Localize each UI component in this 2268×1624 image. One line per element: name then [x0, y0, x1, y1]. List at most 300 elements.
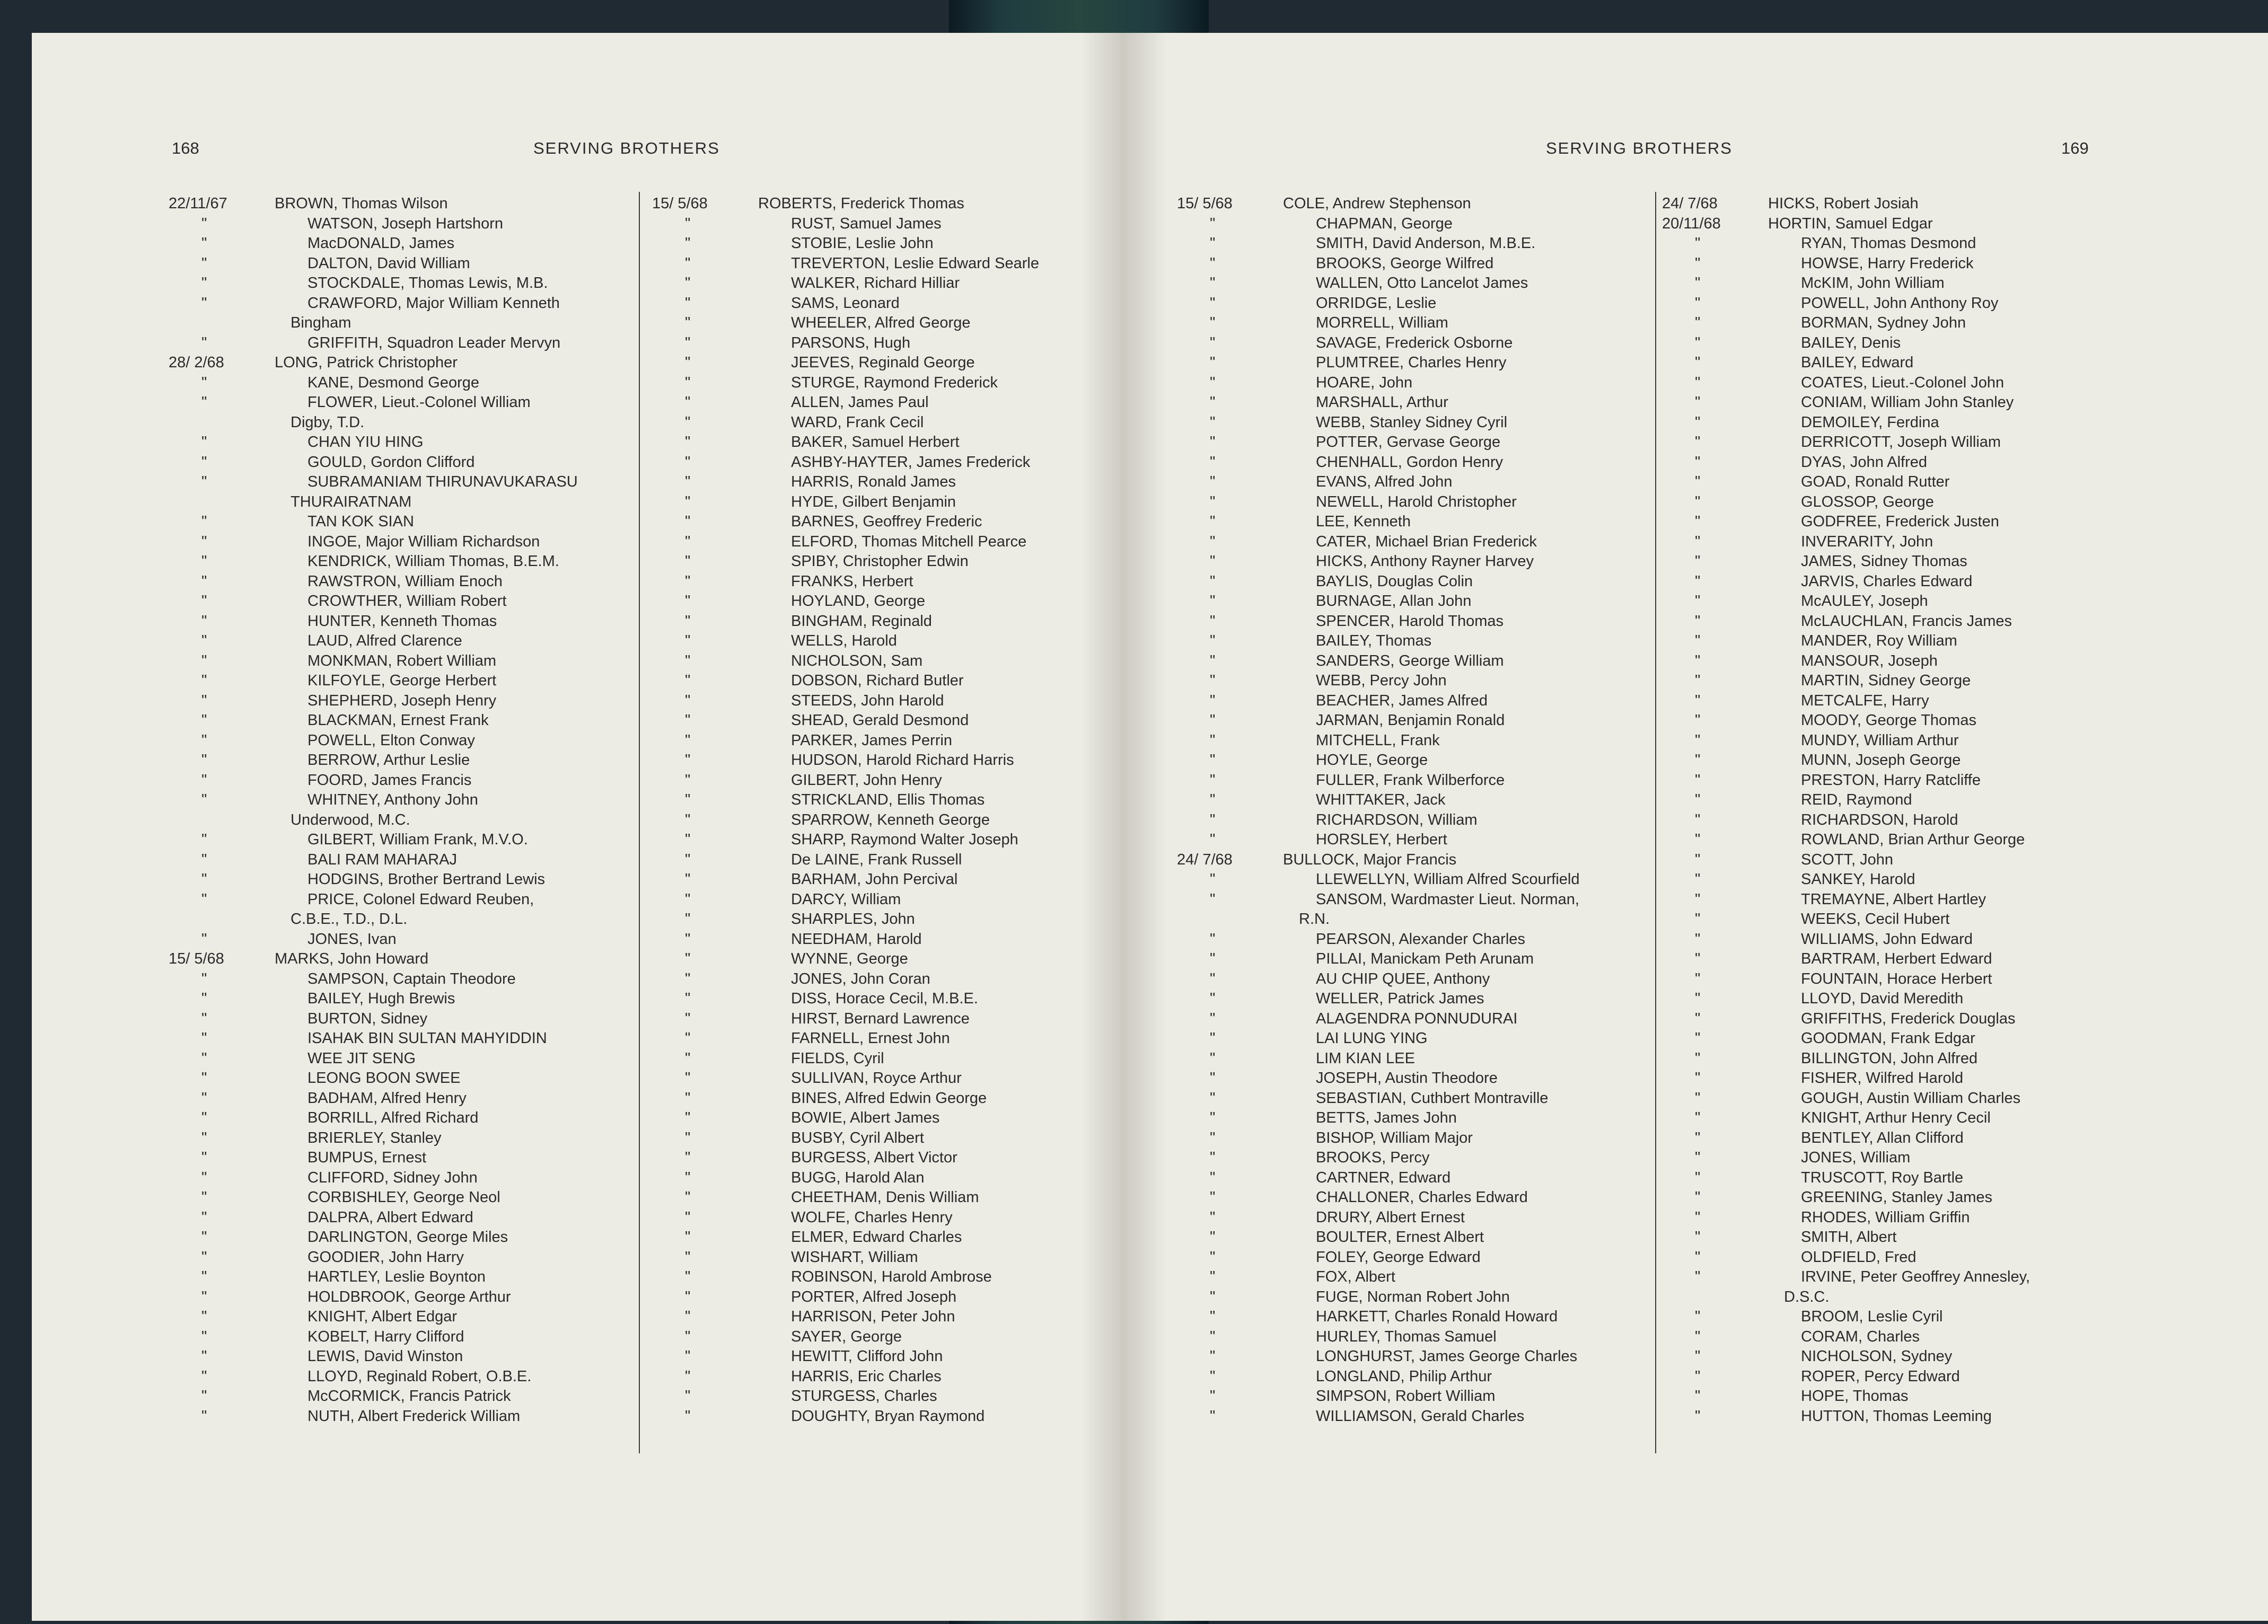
entry-name: BROOKS, Percy: [1316, 1149, 1430, 1166]
list-item: [169, 453, 578, 473]
entry-date: ": [1210, 1169, 1216, 1186]
list-item: [1662, 433, 2030, 453]
list-item: [1662, 214, 2030, 234]
entry-name: CORBISHLEY, George Neol: [307, 1189, 500, 1206]
entry-name: BULLOCK, Major Francis: [1283, 851, 1457, 868]
entry-name: CATER, Michael Brian Frederick: [1316, 533, 1537, 550]
entry-name: HICKS, Robert Josiah: [1768, 195, 1919, 212]
list-item: [1662, 1347, 2030, 1367]
list-item: [652, 1029, 1039, 1049]
list-item: [1662, 453, 2030, 473]
list-item: [1177, 532, 1579, 552]
list-item: [1177, 671, 1579, 691]
entry-date: ": [1695, 871, 1701, 888]
entry-name: RHODES, William Griffin: [1801, 1208, 1970, 1226]
entry-name: FIELDS, Cyril: [791, 1049, 884, 1067]
list-item: [1177, 949, 1579, 969]
entry-name: LLEWELLYN, William Alfred Scourfield: [1316, 871, 1580, 888]
entry-name: BARTRAM, Herbert Edward: [1801, 950, 1992, 967]
entry-name: HARRIS, Ronald James: [791, 473, 956, 490]
list-item: [1177, 373, 1579, 393]
entry-name: HOARE, John: [1316, 374, 1413, 391]
entry-date: ": [685, 334, 691, 351]
entry-date: ": [1210, 652, 1216, 669]
entry-name: HUDSON, Harold Richard Harris: [791, 752, 1014, 769]
entry-date: ": [1695, 1367, 1701, 1385]
entry-date: ": [1695, 254, 1701, 272]
entry-date: ": [1695, 632, 1701, 649]
list-item: [1177, 1327, 1579, 1347]
entry-name: JARMAN, Benjamin Ronald: [1316, 712, 1505, 729]
entry-date: ": [1210, 533, 1216, 550]
list-item: [1662, 552, 2030, 572]
list-item: [169, 1069, 578, 1089]
entry-date: ": [1210, 1070, 1216, 1087]
entry-date: [1177, 910, 1283, 930]
list-item: [1662, 910, 2030, 930]
entry-date: ": [685, 254, 691, 272]
entry-name: PARKER, James Perrin: [791, 731, 953, 749]
entry-date: ": [1695, 771, 1701, 789]
entry-date: ": [201, 374, 207, 391]
list-item: [652, 1208, 1039, 1228]
list-item: [652, 313, 1039, 333]
list-item: [169, 790, 578, 810]
entry-name: R.N.: [1299, 911, 1330, 928]
entry-name: NICHOLSON, Sydney: [1801, 1348, 1953, 1365]
entry-name: BOWIE, Albert James: [791, 1109, 940, 1126]
entry-date: 15/ 5/68: [1177, 195, 1233, 212]
entry-name: BRIERLEY, Stanley: [307, 1129, 442, 1146]
list-item: [1177, 612, 1579, 632]
list-item: [169, 472, 578, 492]
list-item: [169, 194, 578, 214]
list-item: [169, 254, 578, 274]
entry-date: ": [1210, 1308, 1216, 1325]
entry-name: MANSOUR, Joseph: [1801, 652, 1938, 669]
list-item: [1662, 592, 2030, 612]
entry-name: WARD, Frank Cecil: [791, 413, 924, 431]
entry-date: ": [1210, 1229, 1216, 1246]
entry-name: Bingham: [291, 314, 351, 331]
list-item: [652, 1188, 1039, 1208]
entry-name: HIRST, Bernard Lawrence: [791, 1010, 970, 1027]
entry-name: BAILEY, Thomas: [1316, 632, 1432, 649]
entry-date: ": [685, 275, 691, 292]
entry-date: ": [1695, 970, 1701, 987]
entry-name: HARKETT, Charles Ronald Howard: [1316, 1308, 1558, 1325]
entry-name: CLIFFORD, Sidney John: [307, 1169, 478, 1186]
entry-name: WILLIAMSON, Gerald Charles: [1316, 1407, 1525, 1425]
list-item: [1662, 890, 2030, 910]
list-item: [169, 512, 578, 532]
list-item: [1177, 313, 1579, 333]
entry-name: JAMES, Sidney Thomas: [1801, 553, 1967, 570]
entry-date: ": [1695, 354, 1701, 371]
entry-date: ": [201, 1010, 207, 1027]
list-item: [1177, 1367, 1579, 1387]
entry-name: CORAM, Charles: [1801, 1328, 1920, 1345]
entry-name: MANDER, Roy William: [1801, 632, 1957, 649]
entry-date: ": [1210, 1149, 1216, 1166]
entry-date: ": [685, 473, 691, 490]
entry-date: ": [1210, 235, 1216, 252]
list-item: [1662, 850, 2030, 870]
entry-date: ": [1210, 871, 1216, 888]
entry-name: METCALFE, Harry: [1801, 692, 1929, 709]
entry-date: ": [685, 1229, 691, 1246]
entry-date: ": [685, 752, 691, 769]
entry-date: ": [1695, 493, 1701, 510]
entry-name: HOWSE, Harry Frederick: [1801, 254, 1974, 272]
entry-name: FOORD, James Francis: [307, 771, 472, 789]
entry-date: ": [1210, 1288, 1216, 1305]
entry-name: FULLER, Frank Wilberforce: [1316, 771, 1505, 789]
list-item: [169, 930, 578, 950]
entry-date: ": [1210, 1109, 1216, 1126]
list-item: [169, 691, 578, 711]
entry-date: ": [1210, 950, 1216, 967]
list-item: [652, 492, 1039, 513]
list-item: [1177, 294, 1579, 314]
list-item: [1662, 234, 2030, 254]
list-item: [1177, 572, 1579, 592]
entry-name: De LAINE, Frank Russell: [791, 851, 962, 868]
list-item: [169, 1168, 578, 1188]
entry-date: ": [201, 672, 207, 689]
entry-name: HARRISON, Peter John: [791, 1308, 955, 1325]
entry-date: ": [685, 215, 691, 232]
entry-date: ": [685, 374, 691, 391]
entry-name: ISAHAK BIN SULTAN MAHYIDDIN: [307, 1030, 547, 1047]
entry-date: ": [1210, 1348, 1216, 1365]
entry-name: DEMOILEY, Ferdina: [1801, 413, 1939, 431]
entry-date: [169, 492, 275, 513]
entry-date: ": [685, 1248, 691, 1266]
entry-name: SUBRAMANIAM THIRUNAVUKARASU: [307, 473, 578, 490]
list-item: [1177, 651, 1579, 672]
entry-date: ": [201, 235, 207, 252]
entry-date: ": [201, 612, 207, 630]
entry-date: ": [1210, 1367, 1216, 1385]
list-item: [652, 1367, 1039, 1387]
entry-name: FOLEY, George Edward: [1316, 1248, 1481, 1266]
list-item: [1662, 1188, 2030, 1208]
list-item: [169, 949, 578, 969]
entry-date: ": [1210, 1089, 1216, 1107]
entry-name: PARSONS, Hugh: [791, 334, 911, 351]
list-item: [169, 1407, 578, 1427]
list-item: [652, 651, 1039, 672]
list-item: [169, 313, 578, 333]
entry-date: ": [685, 1049, 691, 1067]
entry-date: ": [1695, 235, 1701, 252]
list-item: [169, 771, 578, 791]
entry-name: MITCHELL, Frank: [1316, 731, 1440, 749]
entry-date: ": [685, 572, 691, 590]
list-item: [652, 1327, 1039, 1347]
list-item: [1662, 572, 2030, 592]
entry-name: WEEKS, Cecil Hubert: [1801, 911, 1950, 928]
entry-date: ": [1695, 1010, 1701, 1027]
list-item: [1177, 1069, 1579, 1089]
entry-date: ": [685, 294, 691, 312]
entry-name: WELLS, Harold: [791, 632, 897, 649]
list-item: [1662, 751, 2030, 771]
entry-name: SAMS, Leonard: [791, 294, 900, 312]
entry-date: ": [1695, 314, 1701, 331]
entry-date: ": [201, 572, 207, 590]
list-item: [652, 1287, 1039, 1308]
list-item: [169, 1327, 578, 1347]
list-item: [1177, 472, 1579, 492]
list-item: [1177, 1307, 1579, 1327]
entry-date: ": [1210, 1189, 1216, 1206]
entry-name: SHARP, Raymond Walter Joseph: [791, 831, 1018, 848]
list-item: [1662, 1049, 2030, 1069]
entry-name: BERROW, Arthur Leslie: [307, 752, 470, 769]
entry-name: BINES, Alfred Edwin George: [791, 1089, 987, 1107]
entry-date: ": [1210, 572, 1216, 590]
entry-date: ": [1695, 1189, 1701, 1206]
list-item: [652, 194, 1039, 214]
entry-date: ": [685, 1367, 691, 1385]
list-item: [652, 472, 1039, 492]
list-item: [652, 870, 1039, 890]
entry-name: STRICKLAND, Ellis Thomas: [791, 791, 985, 808]
list-item: [1177, 1208, 1579, 1228]
list-item: [1177, 1228, 1579, 1248]
entry-name: ALLEN, James Paul: [791, 394, 929, 411]
list-item: [1177, 1168, 1579, 1188]
entry-date: ": [1695, 1348, 1701, 1365]
list-item: [1662, 631, 2030, 651]
entry-date: ": [1210, 434, 1216, 451]
entry-date: ": [1695, 413, 1701, 431]
entry-date: ": [1695, 572, 1701, 590]
list-item: [169, 711, 578, 731]
entry-date: ": [1210, 672, 1216, 689]
list-item: [652, 790, 1039, 810]
entry-name: HORTIN, Samuel Edgar: [1768, 215, 1933, 232]
entry-date: ": [1695, 394, 1701, 411]
entry-date: ": [685, 314, 691, 331]
entry-name: WHITTAKER, Jack: [1316, 791, 1446, 808]
entry-name: BURTON, Sidney: [307, 1010, 428, 1027]
entry-name: WILLIAMS, John Edward: [1801, 930, 1973, 948]
list-item: [169, 1367, 578, 1387]
entry-name: ELFORD, Thomas Mitchell Pearce: [791, 533, 1027, 550]
entry-name: HICKS, Anthony Rayner Harvey: [1316, 553, 1534, 570]
entry-date: ": [1210, 771, 1216, 789]
list-item: [1662, 671, 2030, 691]
entry-name: MOODY, George Thomas: [1801, 712, 1976, 729]
entry-date: ": [685, 672, 691, 689]
entry-name: DOBSON, Richard Butler: [791, 672, 964, 689]
entry-name: HURLEY, Thomas Samuel: [1316, 1328, 1497, 1345]
entry-date: ": [1695, 851, 1701, 868]
list-item: [652, 373, 1039, 393]
list-item: [1662, 930, 2030, 950]
list-item: [1662, 1287, 2030, 1308]
entry-name: BROWN, Thomas Wilson: [275, 195, 448, 212]
entry-date: [169, 810, 275, 831]
entry-name: FARNELL, Ernest John: [791, 1030, 950, 1047]
entry-date: ": [201, 294, 207, 312]
list-item: [652, 353, 1039, 373]
list-item: [1662, 1208, 2030, 1228]
entry-name: PORTER, Alfred Joseph: [791, 1288, 957, 1305]
entry-date: ": [201, 275, 207, 292]
entry-date: ": [1210, 731, 1216, 749]
entry-name: McKIM, John William: [1801, 275, 1945, 292]
entry-date: ": [1210, 692, 1216, 709]
entry-date: ": [201, 851, 207, 868]
entry-name: JARVIS, Charles Edward: [1801, 572, 1973, 590]
list-item: [1662, 949, 2030, 969]
list-item: [1177, 1009, 1579, 1029]
entry-date: ": [685, 692, 691, 709]
entry-name: NEWELL, Harold Christopher: [1316, 493, 1517, 510]
entry-name: STURGESS, Charles: [791, 1388, 937, 1405]
entry-name: HODGINS, Brother Bertrand Lewis: [307, 871, 546, 888]
entry-date: ": [201, 1268, 207, 1285]
list-item: [1177, 631, 1579, 651]
list-item: [169, 989, 578, 1009]
entry-name: JEEVES, Reginald George: [791, 354, 975, 371]
list-item: [169, 1248, 578, 1268]
entry-name: DRURY, Albert Ernest: [1316, 1208, 1465, 1226]
entry-name: KNIGHT, Arthur Henry Cecil: [1801, 1109, 1991, 1126]
list-item: [1177, 731, 1579, 751]
entry-name: BEACHER, James Alfred: [1316, 692, 1488, 709]
gutter-shadow: [1082, 33, 1124, 1621]
list-item: [652, 433, 1039, 453]
list-item: [1662, 612, 2030, 632]
list-item: [1177, 273, 1579, 294]
list-item: [652, 711, 1039, 731]
list-item: [1177, 353, 1579, 373]
list-item: [1662, 1248, 2030, 1268]
entry-date: ": [685, 911, 691, 928]
list-item: [1177, 552, 1579, 572]
entry-name: NICHOLSON, Sam: [791, 652, 923, 669]
list-item: [169, 333, 578, 354]
list-item: [652, 1248, 1039, 1268]
list-item: [1177, 1108, 1579, 1128]
list-item: [1177, 214, 1579, 234]
list-item: [1662, 512, 2030, 532]
list-item: [1177, 492, 1579, 513]
list-item: [1662, 273, 2030, 294]
entry-name: WALLEN, Otto Lancelot James: [1316, 275, 1528, 292]
entry-date: ": [1695, 334, 1701, 351]
entry-date: [1662, 1287, 1768, 1308]
entry-date: ": [201, 970, 207, 987]
entry-date: ": [685, 1348, 691, 1365]
entry-date: ": [1210, 632, 1216, 649]
list-item: [1177, 1029, 1579, 1049]
entry-name: LONGLAND, Philip Arthur: [1316, 1367, 1492, 1385]
list-item: [1177, 850, 1579, 870]
entry-date: ": [1695, 1049, 1701, 1067]
entry-name: BUSBY, Cyril Albert: [791, 1129, 924, 1146]
entry-date: 22/11/67: [169, 195, 227, 212]
entry-name: GILBERT, William Frank, M.V.O.: [307, 831, 528, 848]
entry-name: BAILEY, Hugh Brewis: [307, 990, 455, 1007]
entry-date: ": [201, 215, 207, 232]
entry-date: ": [1695, 911, 1701, 928]
entry-name: KILFOYLE, George Herbert: [307, 672, 497, 689]
name-column: [169, 194, 578, 1426]
entry-date: ": [1695, 1328, 1701, 1345]
list-item: [652, 671, 1039, 691]
list-item: [1177, 870, 1579, 890]
entry-date: ": [1210, 1208, 1216, 1226]
entry-name: MARSHALL, Arthur: [1316, 394, 1448, 411]
entry-date: ": [201, 1388, 207, 1405]
list-item: [652, 751, 1039, 771]
entry-name: STOBIE, Leslie John: [791, 235, 934, 252]
entry-name: PRICE, Colonel Edward Reuben,: [307, 890, 534, 908]
entry-date: ": [685, 871, 691, 888]
entry-name: SHARPLES, John: [791, 911, 915, 928]
entry-name: LLOYD, Reginald Robert, O.B.E.: [307, 1367, 532, 1385]
entry-name: GOULD, Gordon Clifford: [307, 453, 475, 471]
entry-date: ": [1695, 672, 1701, 689]
entry-date: ": [1695, 1308, 1701, 1325]
entry-name: WALKER, Richard Hilliar: [791, 275, 960, 292]
entry-date: ": [1695, 752, 1701, 769]
list-item: [169, 1089, 578, 1109]
entry-name: HUTTON, Thomas Leeming: [1801, 1407, 1992, 1425]
list-item: [169, 1029, 578, 1049]
entry-date: ": [685, 1030, 691, 1047]
list-item: [652, 512, 1039, 532]
entry-name: BARHAM, John Percival: [791, 871, 958, 888]
entry-date: ": [201, 254, 207, 272]
entry-name: STOCKDALE, Thomas Lewis, M.B.: [307, 275, 548, 292]
list-item: [1662, 870, 2030, 890]
entry-name: HARRIS, Eric Charles: [791, 1367, 942, 1385]
entry-name: BORRILL, Alfred Richard: [307, 1109, 479, 1126]
entry-name: DYAS, John Alfred: [1801, 453, 1928, 471]
list-item: [652, 453, 1039, 473]
entry-date: 15/ 5/68: [169, 950, 224, 967]
list-item: [652, 592, 1039, 612]
entry-name: SAYER, George: [791, 1328, 902, 1345]
list-item: [169, 1387, 578, 1407]
entry-name: MARKS, John Howard: [275, 950, 429, 967]
right-page: [1124, 33, 2268, 1621]
entry-date: ": [201, 1288, 207, 1305]
entry-name: GREENING, Stanley James: [1801, 1189, 1992, 1206]
entry-name: HOLDBROOK, George Arthur: [307, 1288, 511, 1305]
entry-name: ROBERTS, Frederick Thomas: [758, 195, 964, 212]
entry-date: ": [685, 394, 691, 411]
entry-date: ": [1210, 413, 1216, 431]
list-item: [652, 691, 1039, 711]
entry-date: [169, 313, 275, 333]
entry-date: ": [1210, 1030, 1216, 1047]
entry-date: ": [685, 553, 691, 570]
entry-name: JONES, John Coran: [791, 970, 930, 987]
list-item: [1177, 830, 1579, 850]
entry-name: BILLINGTON, John Alfred: [1801, 1049, 1978, 1067]
entry-date: ": [1210, 374, 1216, 391]
entry-name: SPENCER, Harold Thomas: [1316, 612, 1504, 630]
entry-name: CHENHALL, Gordon Henry: [1316, 453, 1503, 471]
